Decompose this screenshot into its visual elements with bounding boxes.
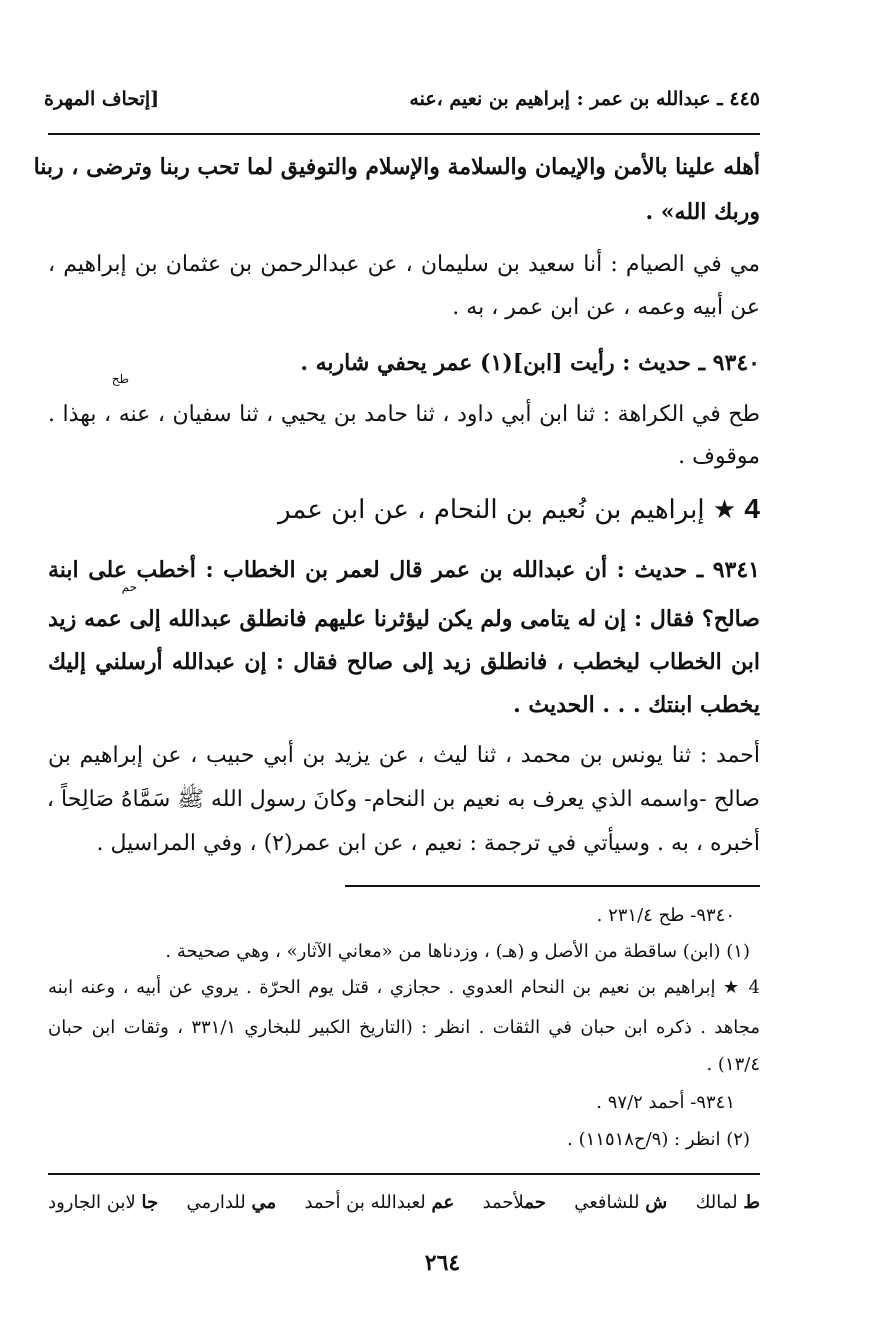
hadith-line-7: أخبره ، به . وسيأتي في ترجمة : نعيم ، عن ابن عمر(٢) ، وفي المراسيل . [96,831,760,856]
narrator-heading [278,493,760,525]
heading-number: 4 [744,493,760,524]
key-item: عم لعبدالله بن أحمد [304,1192,455,1213]
footnote-9340: ٩٣٤٠- طح ٢٣١/٤ . [596,905,735,926]
key-rule [48,1173,760,1175]
key-item: مي للدارمي [186,1192,277,1213]
footnote-rule [345,885,760,887]
key-item: جا لابن الجارود [48,1192,159,1213]
hadith-line-4: يخطب ابنتك . . . الحديث . [513,692,760,718]
siglum-tah: طح [111,372,129,386]
header-rule [48,133,760,135]
body-line-7: موقوف . [678,444,760,469]
footnote-1: (١) (ابن) ساقطة من الأصل و (هـ) ، وزدناها من «معاني الآثار» ، وهي صحيحة . [165,941,750,962]
key-item: حملأحمد [482,1192,546,1213]
key-item: ش للشافعي [574,1192,668,1213]
body-line-2: وربك الله» . [645,199,760,225]
body-line-6: طح في الكراهة : ثنا ابن أبي داود ، ثنا حامد بن يحيي ، ثنا سفيان ، عنه ، بهذا . [48,402,760,427]
footnote-narrator-1: 4 ★ إبراهيم بن نعيم بن النحام العدوي . حجازي ، قتل يوم الحرّة . يروي عن أبيه ، وعنه ابنه [48,977,760,998]
abbreviation-key [48,1192,760,1213]
key-item: ط لمالك [695,1192,760,1213]
running-header-book: [إتحاف المهرة [44,88,160,110]
hadith-line-5: أحمد : ثنا يونس بن محمد ، ثنا ليث ، عن يزيد بن أبي حبيب ، عن إبراهيم بن [48,743,760,768]
running-header-title: ٤٤٥ ـ عبدالله بن عمر : إبراهيم بن نعيم ،عنه [409,88,760,110]
body-line-4: عن أبيه وعمه ، عن ابن عمر ، به . [452,295,760,320]
footnote-narrator-2: مجاهد . ذكره ابن حبان في الثقات . انظر : (التاريخ الكبير للبخاري ٣٣١/١ ، وثقات ابن حبان [48,1017,760,1038]
hadith-line-3: ابن الخطاب ليخطب ، فانطلق زيد إلى صالح فقال : إن عبدالله أرسلني إليك [48,649,760,675]
hadith-line-2: صالح؟ فقال : إن له يتامى ولم يكن ليؤثرنا عليهم فانطلق عبدالله إلى عمه زيد [48,606,760,632]
page-number: ٢٦٤ [424,1250,461,1276]
body-line-1: أهله علينا بالأمن والإيمان والسلامة والإسلام والتوفيق لما تحب ربنا وترضى ، ربنا [33,154,760,180]
hadith-line-6: صالح -واسمه الذي يعرف به نعيم بن النحام- وكانَ رسول الله ﷺ سَمَّاهُ صَالِحاً ، [46,787,760,812]
body-line-3: مي في الصيام : أنا سعيد بن سليمان ، عن عبدالرحمن بن عثمان بن إبراهيم ، [48,252,760,277]
siglum-hm: حم [121,580,137,594]
star-icon: ★ [712,495,737,525]
footnote-narrator-3: ١٣/٤) . [706,1054,760,1075]
footnote-2: (٢) انظر : (٩/ح١١٥١٨) . [567,1129,750,1150]
footnote-9341: ٩٣٤١- أحمد ٩٧/٢ . [596,1092,735,1113]
hadith-line-1: ٩٣٤١ ـ حديث : أن عبدالله بن عمر قال لعمر بن الخطاب : أخطب على ابنة [48,557,760,583]
hadith-9340-title: ٩٣٤٠ ـ حديث : رأيت [ابن](١) عمر يحفي شاربه . [300,350,760,376]
heading-text: إبراهيم بن نُعيم بن النحام ، عن ابن عمر [277,495,705,525]
